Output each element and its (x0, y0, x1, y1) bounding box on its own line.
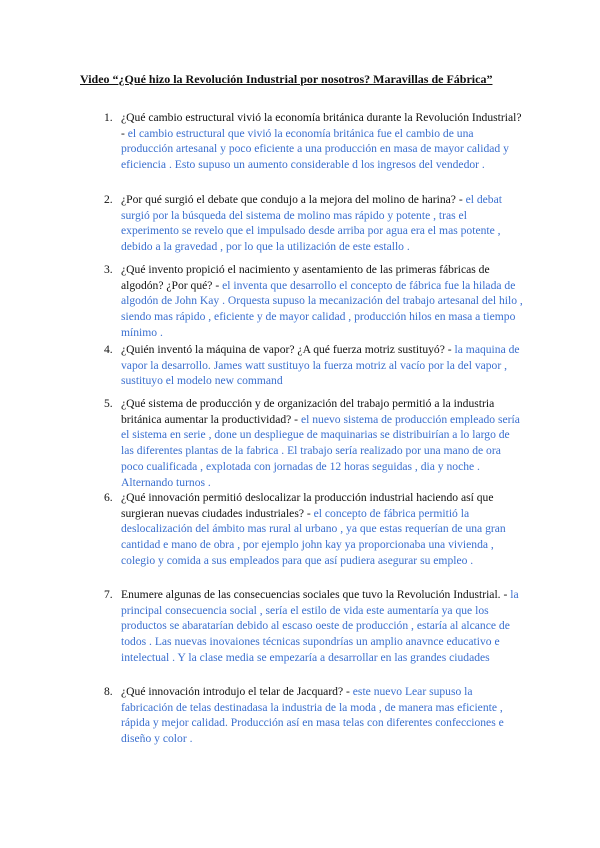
question-body (121, 587, 525, 666)
question-body (121, 342, 525, 389)
answer-text: el concepto de fábrica permitió la deslocalización del ámbito mas rural al urbano , ya que estas requerían de una gran cantidad e mano de obra , por ejemplo john kay ya proporcionaba una vivienda , colegio y comida a sus empleados para que así pudiera asegurar su empleo . (121, 506, 506, 567)
question-number: 3. (104, 263, 113, 276)
question-body (121, 192, 525, 255)
question-text: ¿Por qué surgió el debate que condujo a la mejora del molino de harina? - (121, 193, 463, 206)
answer-text: la principal consecuencia social , sería el estilo de vida este aumentaría ya que los productos se abaratarían debido al escaso oeste de producción , estaría al alcance de todos . Las nuevas inovaiones técnicas supondrías un amplio anavnce educativo e intelectual . Y la clase media se empezaría a desarrollar en las grandes ciudades (121, 588, 519, 664)
question-text: ¿Qué innovación permitió deslocalizar la producción industrial haciendo así que surgieran nuevas ciudades industriales? - (121, 491, 494, 520)
question-text: ¿Qué cambio estructural vivió la economía británica durante la Revolución Industrial?- (121, 111, 522, 140)
question-body (121, 110, 525, 173)
question-text: ¿Qué innovación introdujo el telar de Jacquard? - (121, 685, 350, 698)
question-text: ¿Qué sistema de producción y de organización del trabajo permitió a la industria británica aumentar la productividad? - (121, 397, 495, 426)
question-number: 2. (104, 193, 113, 206)
question-number: 1. (104, 111, 113, 124)
answer-text: este nuevo Lear supuso la fabricación de telas destinadasa la industria de la moda , de manera mas eficiente , rápida y mejor calidad. Producción así en masa telas con diferentes confecciones e diseño y color . (121, 685, 504, 746)
question-body (121, 684, 525, 747)
answer-text: el inventa que desarrollo el concepto de fábrica fue la hilada de algodón de John Kay . Orquesta supuso la mecanización del trabajo artesanal del hilo , siendo mas rápido , eficiente y de mayor calidad , producción hilos en masa a tiempo mínimo . (121, 278, 523, 339)
question-body (121, 490, 525, 569)
question-text: Enumere algunas de las consecuencias sociales que tuvo la Revolución Industrial. - (121, 588, 508, 601)
question-body (121, 396, 525, 490)
document-title: Video “¿Qué hizo la Revolución Industrial por nosotros? Maravillas de Fábrica” (80, 72, 493, 86)
answer-text: el nuevo sistema de producción empleado sería el sistema en serie , done un despliegue de maquinarias se distribuirían a lo largo de las diferentes plantas de la fabrica . El trabajo sería realizado por una mano de ora poco cualificada , explotada con jornadas de 12 horas seguidas , dia y noche . Alternando turnos . (121, 412, 520, 489)
question-text: ¿Quién inventó la máquina de vapor? ¿A qué fuerza motriz sustituyó? - (121, 343, 452, 356)
question-number: 5. (104, 397, 113, 410)
answer-text: el cambio estructural que vivió la economía británica fue el cambio de una producción artesanal y poco eficiente a una producción en masa de mayor calidad y eficiencia . Esto supuso un aumento considerable d los ingresos del vendedor . (121, 126, 509, 172)
question-number: 7. (104, 588, 113, 601)
question-body (121, 262, 525, 341)
question-number: 8. (104, 685, 113, 698)
answer-text: el debat surgió por la búsqueda del sistema de molino mas rápido y potente , tras el experimento se revelo que el impulsado desde arriba por agua era el mas potente , debido a la gravedad , por lo que la utilización de este estallo . (121, 193, 502, 254)
question-text: ¿Qué invento propició el nacimiento y asentamiento de las primeras fábricas de algodón? ¿Por qué? - (121, 263, 490, 292)
question-number: 4. (104, 343, 113, 356)
question-number: 6. (104, 491, 113, 504)
answer-text: la maquina de vapor la desarrollo. James watt sustituyo la fuerza motriz al vacío por la del vapor , sustituyo el modelo new command (121, 343, 520, 388)
